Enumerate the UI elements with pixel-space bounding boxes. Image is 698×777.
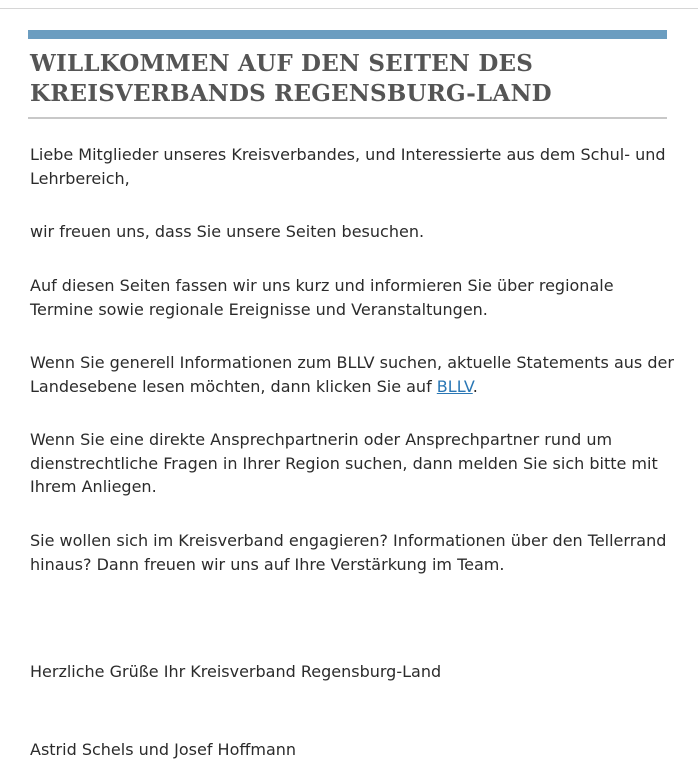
bllv-line-2-suffix: . xyxy=(472,376,478,396)
info-paragraph xyxy=(30,274,680,321)
info-line-1: Auf diesen Seiten fassen wir uns kurz und informieren Sie über regionale Termine xyxy=(30,276,614,319)
welcome-paragraph xyxy=(30,220,680,244)
contact-line-3: Ihrem Anliegen. xyxy=(30,477,157,496)
closing-paragraph xyxy=(30,660,680,684)
engage-line-1: Sie wollen sich im Kreisverband engagieren? Informationen über den Tellerrand xyxy=(30,531,667,550)
engage-paragraph xyxy=(30,529,680,576)
bllv-line-2 xyxy=(30,377,478,396)
greeting-line-1: Liebe Mitglieder unseres Kreisverbandes, xyxy=(30,145,361,164)
bllv-link[interactable]: BLLV xyxy=(436,376,473,396)
title-divider xyxy=(28,117,667,119)
bllv-line-2-prefix: Landesebene lesen möchten, dann klicken Sie auf xyxy=(30,376,437,396)
closing-line-2: Ihr Kreisverband Regensburg-Land xyxy=(163,662,442,681)
greeting-paragraph xyxy=(30,143,680,190)
page-title xyxy=(30,49,670,109)
accent-bar xyxy=(28,30,667,39)
top-divider xyxy=(0,8,698,9)
contact-line-2: dienstrechtliche Fragen in Ihrer Region suchen, dann melden Sie sich bitte mit xyxy=(30,453,658,473)
page-title-line-1: WILLKOMMEN AUF DEN SEITEN DES xyxy=(30,50,534,77)
bllv-line-1: Wenn Sie generell Informationen zum BLLV suchen, aktuelle Statements aus der xyxy=(30,353,674,372)
contact-paragraph xyxy=(30,428,680,499)
greeting-line-2: und Interessierte aus dem Schul- und Lehrbereich, xyxy=(30,145,666,188)
welcome-text: wir freuen uns, dass Sie unsere Seiten besuchen. xyxy=(30,222,425,241)
bllv-paragraph xyxy=(30,351,680,398)
page-title-line-2: KREISVERBANDS REGENSBURG-LAND xyxy=(30,80,552,107)
closing-line-1: Herzliche Grüße xyxy=(30,662,159,681)
info-line-2: sowie regionale Ereignisse und Veranstaltungen. xyxy=(98,299,488,319)
engage-line-2: hinaus? Dann freuen wir uns auf Ihre Verstärkung im Team. xyxy=(30,554,505,574)
signature-text: Astrid Schels und Josef Hoffmann xyxy=(30,740,297,759)
signature-paragraph xyxy=(30,738,680,762)
contact-line-1: Wenn Sie eine direkte Ansprechpartnerin oder Ansprechpartner rund um xyxy=(30,430,613,449)
